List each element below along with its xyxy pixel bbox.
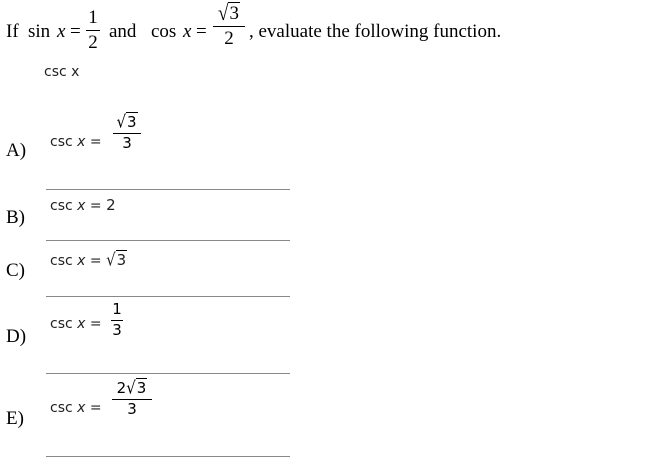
option-separator — [46, 456, 290, 457]
option-separator — [46, 189, 290, 190]
option-e-csc: csc — [50, 400, 73, 416]
option-d-eq: = — [89, 316, 102, 332]
cos-equals: = — [196, 21, 207, 42]
option-c-sqrt: √3 — [106, 249, 127, 271]
option-d-fraction — [111, 302, 123, 338]
option-a-eq: = — [89, 134, 102, 150]
option-e-denominator: 3 — [127, 400, 137, 418]
option-e-var: x — [77, 400, 86, 416]
option-b-value: 2 — [106, 196, 116, 214]
option-a-fraction — [113, 111, 141, 152]
question-suffix: , evaluate the following function. — [249, 21, 502, 42]
and-word: and — [109, 21, 137, 42]
option-b-label[interactable]: B) — [6, 207, 25, 228]
option-separator — [46, 296, 290, 297]
option-e-expression — [50, 400, 102, 416]
option-b-expression — [50, 196, 116, 214]
option-d-numerator: 1 — [112, 300, 122, 318]
cos-denominator: 2 — [224, 28, 234, 49]
option-separator — [46, 240, 290, 241]
sin-denominator: 2 — [88, 32, 98, 53]
cos-label: cos — [151, 21, 177, 42]
option-b-eq: = — [89, 198, 102, 214]
sin-fraction — [86, 8, 100, 52]
cos-var: x — [183, 21, 192, 42]
option-d-expression — [50, 316, 102, 332]
sin-numerator: 1 — [88, 7, 98, 28]
sin-var: x — [57, 21, 66, 42]
option-e-fraction — [112, 377, 152, 418]
option-c-csc: csc — [50, 253, 73, 269]
option-a-numerator: √3 — [116, 111, 137, 133]
sin-label: sin — [28, 21, 51, 42]
option-c-expression — [50, 251, 127, 269]
option-d-csc: csc — [50, 316, 73, 332]
option-separator — [46, 373, 290, 374]
option-c-eq: = — [89, 253, 102, 269]
option-b-var: x — [77, 198, 86, 214]
option-c-label[interactable]: C) — [6, 260, 25, 281]
cos-fraction — [213, 1, 245, 49]
option-e-label[interactable]: E) — [6, 408, 24, 429]
option-e-eq: = — [89, 400, 102, 416]
cos-numerator: √3 — [218, 1, 239, 26]
option-a-var: x — [77, 134, 86, 150]
option-b-csc: csc — [50, 198, 73, 214]
option-e-coefficient: 2 — [116, 379, 127, 397]
cos-radicand: 3 — [229, 3, 239, 24]
option-d-label[interactable]: D) — [6, 326, 27, 347]
option-d-var: x — [77, 316, 86, 332]
option-d-denominator: 3 — [112, 321, 122, 339]
option-a-denominator: 3 — [122, 134, 132, 152]
option-a-csc: csc — [50, 134, 73, 150]
option-a-expression — [50, 134, 102, 150]
option-e-radicand: 3 — [136, 379, 147, 397]
option-c-radicand: 3 — [116, 251, 127, 269]
option-a-label[interactable]: A) — [6, 140, 27, 161]
sin-equals: = — [70, 21, 81, 42]
target-function: csc x — [44, 64, 80, 80]
option-e-numerator: 2√3 — [116, 377, 147, 399]
option-a-radicand: 3 — [127, 113, 137, 131]
option-c-var: x — [77, 253, 86, 269]
if-word: If — [6, 21, 19, 42]
